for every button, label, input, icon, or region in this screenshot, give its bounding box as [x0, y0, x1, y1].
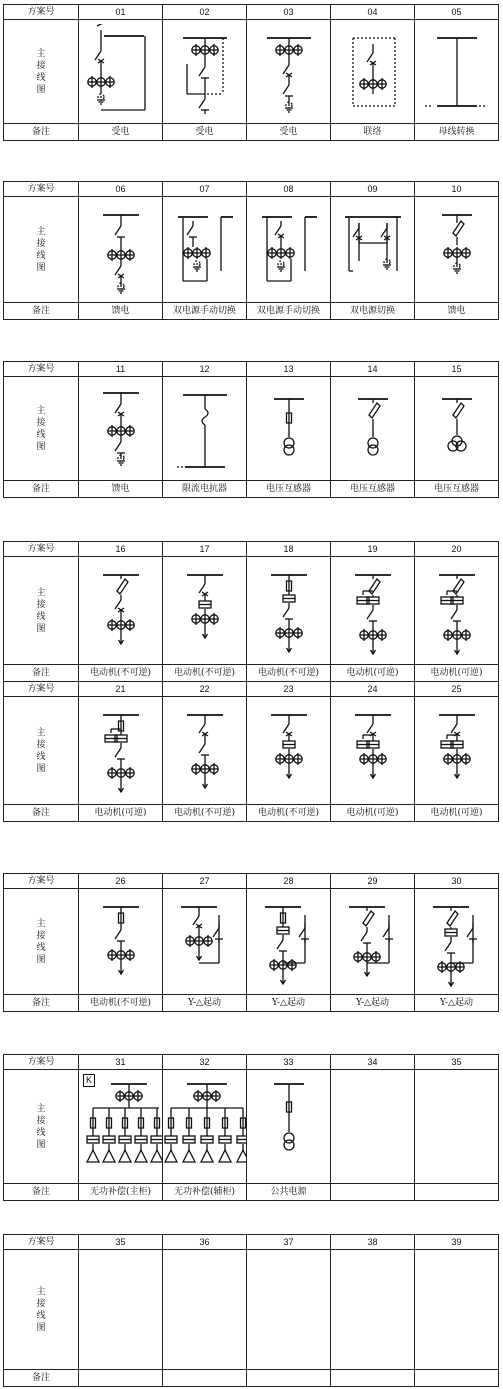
scheme-number: 29 — [331, 874, 415, 889]
scheme-number: 35 — [415, 1055, 499, 1070]
scheme-number: 15 — [415, 362, 499, 377]
scheme-number: 35 — [79, 1235, 163, 1250]
scheme-number-label: 方案号 — [4, 182, 79, 197]
remark-text: 限流电抗器 — [163, 481, 247, 498]
remark-label: 备注 — [4, 1184, 79, 1201]
wiring-diagram-svg — [331, 561, 415, 661]
scheme-number: 04 — [331, 5, 415, 20]
remark-label: 备注 — [4, 805, 79, 822]
remark-row — [4, 303, 499, 320]
wiring-diagram-cell — [247, 20, 331, 124]
scheme-number: 21 — [79, 682, 163, 697]
scheme-number-label: 方案号 — [4, 1235, 79, 1250]
wiring-diagram-svg — [331, 201, 415, 299]
diagram-row — [4, 557, 499, 665]
k-label: K — [83, 1074, 95, 1087]
remark-text: 电动机(不可逆) — [163, 665, 247, 682]
scheme-number: 22 — [163, 682, 247, 697]
scheme-number: 32 — [163, 1055, 247, 1070]
wiring-diagram-cell — [163, 557, 247, 665]
main-wiring-label — [4, 1070, 79, 1184]
wiring-diagram-cell — [79, 1070, 163, 1184]
wiring-diagram-svg — [247, 701, 331, 801]
remark-text: 母线转换 — [415, 124, 499, 141]
remark-text: 电动机(可逆) — [331, 665, 415, 682]
remark-text: 电动机(可逆) — [415, 665, 499, 682]
remark-text: 馈电 — [415, 303, 499, 320]
remark-row — [4, 481, 499, 498]
wiring-diagram-svg — [247, 561, 331, 661]
wiring-diagram-cell — [247, 1250, 331, 1370]
scheme-number: 08 — [247, 182, 331, 197]
remark-text — [79, 1370, 163, 1387]
scheme-number: 16 — [79, 542, 163, 557]
remark-text — [163, 1370, 247, 1387]
remark-text: 电动机(可逆) — [415, 805, 499, 822]
wiring-diagram-cell — [79, 889, 163, 995]
wiring-diagram-cell — [415, 20, 499, 124]
wiring-diagram-svg — [331, 701, 415, 801]
remark-text — [415, 1370, 499, 1387]
wiring-diagram-svg — [79, 561, 163, 661]
scheme-number-row — [4, 1055, 499, 1070]
scheme-number: 20 — [415, 542, 499, 557]
scheme-number-label: 方案号 — [4, 362, 79, 377]
main-wiring-label — [4, 889, 79, 995]
scheme-number: 28 — [247, 874, 331, 889]
diagram-row — [4, 377, 499, 481]
main-wiring-label — [4, 377, 79, 481]
scheme-number: 31 — [79, 1055, 163, 1070]
remark-text: Y-△起动 — [247, 995, 331, 1012]
scheme-table — [3, 681, 499, 822]
wiring-diagram-cell — [247, 557, 331, 665]
wiring-diagram-svg — [331, 24, 415, 120]
wiring-diagram-cell — [163, 1250, 247, 1370]
scheme-number: 36 — [163, 1235, 247, 1250]
scheme-number-row — [4, 682, 499, 697]
wiring-diagram-svg — [415, 701, 499, 801]
main-wiring-label-text: 主接线图 — [36, 226, 46, 273]
wiring-diagram-svg — [79, 201, 163, 299]
wiring-diagram-svg — [415, 561, 499, 661]
wiring-diagram-svg — [415, 893, 499, 991]
main-wiring-label-text: 主接线图 — [36, 48, 46, 95]
wiring-diagram-cell — [79, 377, 163, 481]
remark-text: 电动机(不可逆) — [79, 995, 163, 1012]
wiring-diagram-cell — [79, 557, 163, 665]
scheme-number-label: 方案号 — [4, 1055, 79, 1070]
scheme-number: 09 — [331, 182, 415, 197]
scheme-table — [3, 541, 499, 682]
scheme-number-label: 方案号 — [4, 542, 79, 557]
scheme-number: 37 — [247, 1235, 331, 1250]
scheme-number: 11 — [79, 362, 163, 377]
diagram-row — [4, 1250, 499, 1370]
remark-label: 备注 — [4, 1370, 79, 1387]
remark-text: 公共电源 — [247, 1184, 331, 1201]
remark-row — [4, 805, 499, 822]
remark-text: Y-△起动 — [415, 995, 499, 1012]
wiring-diagram-cell — [163, 889, 247, 995]
scheme-table — [3, 873, 499, 1012]
wiring-diagram-svg — [415, 381, 499, 477]
wiring-diagram-svg — [79, 1074, 163, 1180]
scheme-number: 25 — [415, 682, 499, 697]
remark-text: 受电 — [247, 124, 331, 141]
diagram-row — [4, 697, 499, 805]
scheme-number-row — [4, 542, 499, 557]
wiring-diagram-cell — [331, 377, 415, 481]
scheme-number: 19 — [331, 542, 415, 557]
remark-text: 双电源手动切换 — [163, 303, 247, 320]
main-wiring-label-text: 主接线图 — [36, 587, 46, 634]
remark-label: 备注 — [4, 303, 79, 320]
wiring-diagram-cell — [79, 1250, 163, 1370]
scheme-number: 17 — [163, 542, 247, 557]
scheme-number: 23 — [247, 682, 331, 697]
remark-row — [4, 995, 499, 1012]
remark-row — [4, 1184, 499, 1201]
wiring-diagram-svg — [79, 24, 163, 120]
main-wiring-label-text: 主接线图 — [36, 1286, 46, 1333]
scheme-number: 33 — [247, 1055, 331, 1070]
wiring-diagram-svg — [79, 381, 163, 477]
scheme-number: 30 — [415, 874, 499, 889]
remark-label: 备注 — [4, 124, 79, 141]
wiring-diagram-svg — [415, 201, 499, 299]
remark-text: 电动机(可逆) — [79, 805, 163, 822]
scheme-number: 03 — [247, 5, 331, 20]
wiring-diagram-cell — [415, 557, 499, 665]
scheme-number: 13 — [247, 362, 331, 377]
remark-text — [415, 1184, 499, 1201]
diagram-row — [4, 197, 499, 303]
main-wiring-label — [4, 557, 79, 665]
wiring-diagram-cell — [415, 1250, 499, 1370]
remark-text: 电动机(不可逆) — [163, 805, 247, 822]
wiring-diagram-cell — [331, 1070, 415, 1184]
wiring-diagram-svg — [163, 1074, 247, 1180]
wiring-diagram-svg — [163, 381, 247, 477]
scheme-table — [3, 181, 499, 320]
wiring-diagram-cell — [415, 697, 499, 805]
wiring-diagram-cell — [163, 1070, 247, 1184]
wiring-diagram-cell — [247, 377, 331, 481]
scheme-number: 14 — [331, 362, 415, 377]
wiring-diagram-cell — [79, 197, 163, 303]
wiring-diagram-cell — [163, 377, 247, 481]
wiring-diagram-svg — [247, 1074, 331, 1180]
remark-text: 受电 — [163, 124, 247, 141]
remark-text: 电压互感器 — [415, 481, 499, 498]
wiring-diagram-svg — [247, 24, 331, 120]
main-wiring-label-text: 主接线图 — [36, 405, 46, 452]
diagram-row — [4, 20, 499, 124]
wiring-diagram-svg — [331, 893, 415, 991]
scheme-number: 39 — [415, 1235, 499, 1250]
remark-text: 电动机(不可逆) — [247, 665, 331, 682]
remark-label: 备注 — [4, 665, 79, 682]
remark-text — [331, 1184, 415, 1201]
wiring-diagram-cell — [331, 557, 415, 665]
remark-text: 电压互感器 — [247, 481, 331, 498]
wiring-diagram-cell — [79, 20, 163, 124]
main-wiring-label — [4, 1250, 79, 1370]
wiring-diagram-cell — [331, 197, 415, 303]
main-wiring-label-text: 主接线图 — [36, 727, 46, 774]
wiring-diagram-cell — [415, 1070, 499, 1184]
remark-text — [331, 1370, 415, 1387]
remark-text: 馈电 — [79, 481, 163, 498]
wiring-diagram-cell — [415, 377, 499, 481]
wiring-diagram-svg — [163, 561, 247, 661]
wiring-diagram-cell — [247, 889, 331, 995]
scheme-number-label: 方案号 — [4, 874, 79, 889]
wiring-diagram-svg — [331, 381, 415, 477]
remark-text: 联络 — [331, 124, 415, 141]
scheme-number-row — [4, 874, 499, 889]
wiring-diagram-cell — [415, 889, 499, 995]
wiring-diagram-cell — [163, 20, 247, 124]
diagram-row — [4, 1070, 499, 1184]
remark-row — [4, 665, 499, 682]
scheme-number-label: 方案号 — [4, 5, 79, 20]
wiring-diagram-svg — [247, 201, 331, 299]
remark-text: 无功补偿(辅柜) — [163, 1184, 247, 1201]
remark-text: 电动机(可逆) — [331, 805, 415, 822]
scheme-table — [3, 361, 499, 498]
wiring-diagram-svg — [415, 24, 499, 120]
wiring-diagram-svg — [79, 701, 163, 801]
wiring-diagram-cell — [331, 1250, 415, 1370]
scheme-number-row — [4, 182, 499, 197]
remark-text: 电压互感器 — [331, 481, 415, 498]
remark-text: 电动机(不可逆) — [247, 805, 331, 822]
scheme-number-row — [4, 362, 499, 377]
wiring-diagram-svg — [247, 381, 331, 477]
remark-text: 双电源切换 — [331, 303, 415, 320]
wiring-diagram-cell — [331, 20, 415, 124]
main-wiring-label-text: 主接线图 — [36, 918, 46, 965]
scheme-number: 12 — [163, 362, 247, 377]
wiring-diagram-cell — [247, 697, 331, 805]
scheme-number-label: 方案号 — [4, 682, 79, 697]
remark-text: 受电 — [79, 124, 163, 141]
wiring-diagram-svg — [163, 24, 247, 120]
wiring-diagram-cell — [247, 1070, 331, 1184]
scheme-number: 02 — [163, 5, 247, 20]
wiring-diagram-cell — [163, 197, 247, 303]
wiring-diagram-cell — [331, 889, 415, 995]
main-wiring-label — [4, 197, 79, 303]
remark-label: 备注 — [4, 995, 79, 1012]
remark-label: 备注 — [4, 481, 79, 498]
scheme-number: 34 — [331, 1055, 415, 1070]
scheme-number: 01 — [79, 5, 163, 20]
remark-text: 馈电 — [79, 303, 163, 320]
main-wiring-label — [4, 20, 79, 124]
remark-text: 无功补偿(主柜) — [79, 1184, 163, 1201]
remark-row — [4, 124, 499, 141]
wiring-diagram-svg — [163, 201, 247, 299]
wiring-diagram-cell — [415, 197, 499, 303]
scheme-table — [3, 4, 499, 141]
wiring-diagram-svg — [163, 701, 247, 801]
scheme-number: 27 — [163, 874, 247, 889]
remark-text — [247, 1370, 331, 1387]
diagram-row — [4, 889, 499, 995]
main-wiring-label-text: 主接线图 — [36, 1103, 46, 1150]
scheme-number-row — [4, 1235, 499, 1250]
wiring-diagram-svg — [247, 893, 331, 991]
remark-text: 双电源手动切换 — [247, 303, 331, 320]
remark-text: Y-△起动 — [331, 995, 415, 1012]
scheme-number-row — [4, 5, 499, 20]
scheme-number: 10 — [415, 182, 499, 197]
scheme-number: 26 — [79, 874, 163, 889]
scheme-number: 07 — [163, 182, 247, 197]
scheme-number: 06 — [79, 182, 163, 197]
scheme-number: 24 — [331, 682, 415, 697]
remark-text: 电动机(不可逆) — [79, 665, 163, 682]
wiring-diagram-svg — [79, 893, 163, 991]
scheme-number: 05 — [415, 5, 499, 20]
wiring-diagram-cell — [79, 697, 163, 805]
remark-text: Y-△起动 — [163, 995, 247, 1012]
wiring-diagram-cell — [247, 197, 331, 303]
scheme-table — [3, 1234, 499, 1387]
scheme-table — [3, 1054, 499, 1201]
scheme-number: 18 — [247, 542, 331, 557]
remark-row — [4, 1370, 499, 1387]
wiring-diagram-svg — [163, 893, 247, 991]
wiring-diagram-cell — [331, 697, 415, 805]
scheme-number: 38 — [331, 1235, 415, 1250]
wiring-diagram-cell — [163, 697, 247, 805]
main-wiring-label — [4, 697, 79, 805]
